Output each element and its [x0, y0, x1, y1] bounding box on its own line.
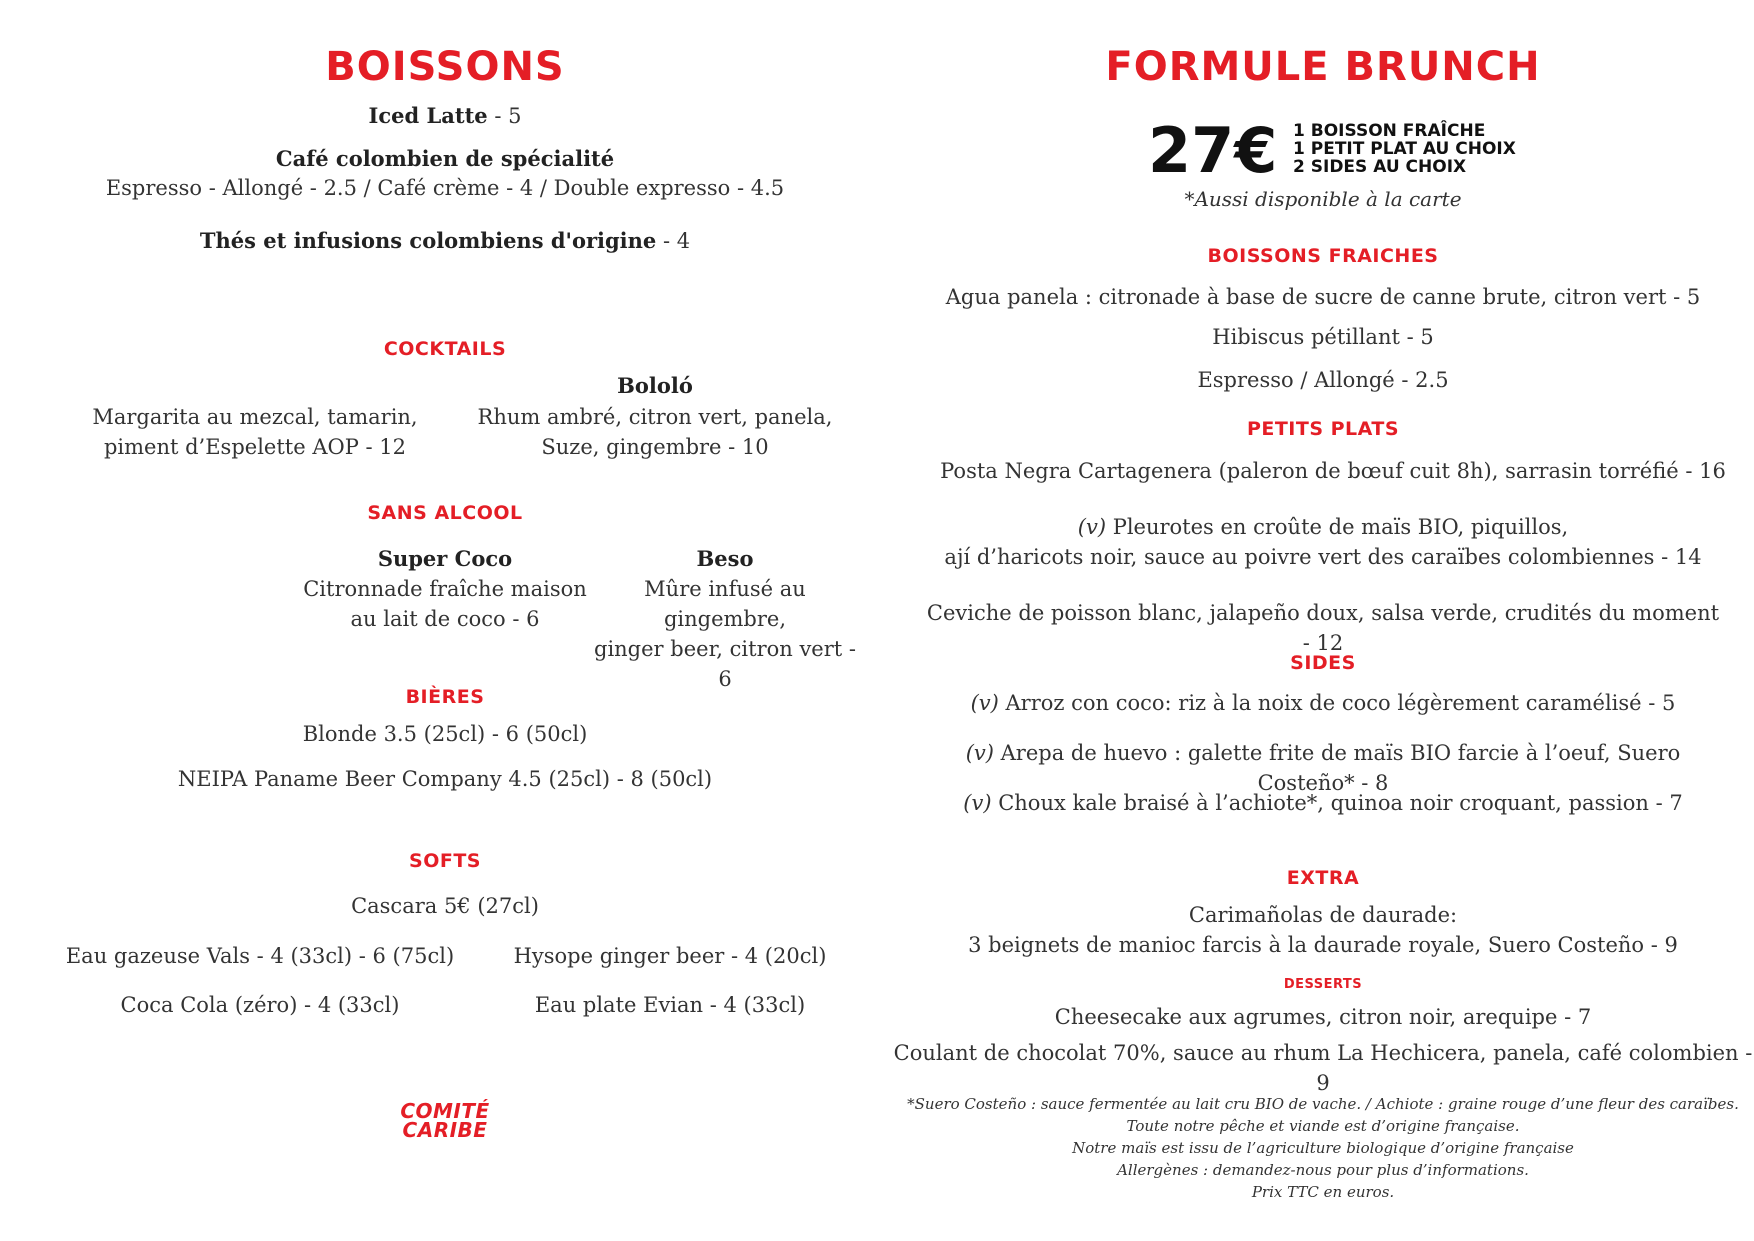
cafe-name: Café colombien de spécialité	[275, 146, 615, 171]
include-boisson: 1 BOISSON FRAÎCHE	[1293, 121, 1486, 141]
beso-line1: Mûre infusé au gingembre,	[644, 577, 806, 631]
aussi-disponible: *Aussi disponible à la carte	[1184, 187, 1462, 211]
vegetarian-mark: (v)	[970, 691, 999, 715]
bololo-name: Bololó	[617, 373, 693, 398]
posta-negra-item: Posta Negra Cartagenera (paleron de bœuf cuit 8h), sarrasin torréfié - 16	[940, 459, 1726, 483]
extra-title: EXTRA	[1286, 867, 1360, 889]
extra-line2: 3 beignets de manioc farcis à la daurade royale, Suero Costeño - 9	[968, 933, 1678, 957]
vegetarian-mark: (v)	[1077, 515, 1107, 539]
agua-panela-item: Agua panela : citronade à base de sucre de canne brute, citron vert - 5	[945, 285, 1701, 309]
evian-item: Eau plate Evian - 4 (33cl)	[534, 993, 806, 1017]
cascara-item: Cascara 5€ (27cl)	[351, 894, 539, 918]
coca-item: Coca Cola (zéro) - 4 (33cl)	[120, 993, 400, 1017]
beso-item	[585, 544, 865, 694]
espresso-item: Espresso / Allongé - 2.5	[1197, 368, 1449, 392]
sides-title: SIDES	[1290, 652, 1356, 674]
footnote-peche: Toute notre pêche et viande est d’origine française.	[1126, 1117, 1520, 1135]
coulant-item: Coulant de chocolat 70%, sauce au rhum La Hechicera, panela, café colombien - 9	[893, 1041, 1753, 1095]
super-coco-line2: au lait de coco - 6	[350, 607, 540, 631]
extra-item	[923, 900, 1723, 960]
super-coco-name: Super Coco	[377, 546, 513, 571]
hysope-item: Hysope ginger beer - 4 (20cl)	[513, 944, 827, 968]
pleurotes-text: Pleurotes en croûte de maïs BIO, piquillos,	[1106, 515, 1569, 539]
margarita-line2: piment d’Espelette AOP - 12	[103, 435, 407, 459]
side-arepa-text: Arepa de huevo : galette frite de maïs BIO farcie à l’oeuf, Suero Costeño* - 8	[993, 741, 1681, 795]
pleurotes-line2: ají d’haricots noir, sauce au poivre vert des caraïbes colombiennes - 14	[944, 545, 1702, 569]
formule-brunch-title: FORMULE BRUNCH	[1105, 44, 1541, 90]
vegetarian-mark: (v)	[963, 791, 992, 815]
footnotes	[893, 1093, 1753, 1203]
thes-item	[145, 226, 745, 256]
desserts-title: DESSERTS	[1283, 977, 1363, 992]
extra-line1: Carimañolas de daurade:	[1188, 903, 1458, 927]
logo-line1: COMITÉ	[400, 1099, 490, 1123]
super-coco-item	[300, 544, 590, 634]
side-arroz-text: Arroz con coco: riz à la noix de coco légèrement caramélisé - 5	[998, 691, 1676, 715]
iced-latte-price: - 5	[487, 104, 522, 128]
brunch-includes	[1293, 122, 1593, 176]
vals-item: Eau gazeuse Vals - 4 (33cl) - 6 (75cl)	[65, 944, 455, 968]
logo-line2: CARIBE	[402, 1118, 488, 1142]
hibiscus-item: Hibiscus pétillant - 5	[1212, 325, 1434, 349]
beso-line2: ginger beer, citron vert - 6	[594, 637, 856, 691]
bololo-line2: Suze, gingembre - 10	[541, 435, 769, 459]
beso-name: Beso	[696, 546, 754, 571]
brunch-price: 27€	[1148, 114, 1278, 187]
iced-latte-item	[145, 101, 745, 131]
bieres-title: BIÈRES	[405, 686, 485, 708]
comite-caribe-logo	[380, 1099, 510, 1142]
thes-name: Thés et infusions colombiens d'origine	[199, 228, 657, 253]
super-coco-line1: Citronnade fraîche maison	[303, 577, 587, 601]
neipa-item: NEIPA Paname Beer Company 4.5 (25cl) - 8 (50cl)	[177, 767, 713, 791]
side-choux-text: Choux kale braisé à l’achiote*, quinoa noir croquant, passion - 7	[991, 791, 1683, 815]
side-choux	[923, 788, 1723, 818]
cafe-prices: Espresso - Allongé - 2.5 / Café crème - 4 / Double expresso - 4.5	[105, 176, 785, 200]
footnote-allergenes: Allergènes : demandez-nous pour plus d’informations.	[1117, 1161, 1529, 1179]
boissons-title: BOISSONS	[325, 44, 565, 90]
bololo-desc	[455, 402, 855, 462]
bololo-line1: Rhum ambré, citron vert, panela,	[477, 405, 833, 429]
margarita-line1: Margarita au mezcal, tamarin,	[92, 405, 418, 429]
softs-title: SOFTS	[409, 850, 481, 872]
blonde-item: Blonde 3.5 (25cl) - 6 (50cl)	[302, 722, 588, 746]
petits-plats-title: PETITS PLATS	[1246, 418, 1400, 440]
vegetarian-mark: (v)	[965, 741, 994, 765]
cheesecake-item: Cheesecake aux agrumes, citron noir, arequipe - 7	[1054, 1005, 1592, 1029]
cocktails-title: COCKTAILS	[383, 338, 507, 360]
margarita-desc	[80, 402, 430, 462]
boissons-fraiches-title: BOISSONS FRAICHES	[1207, 245, 1439, 267]
footnote-mais: Notre maïs est issu de l’agriculture biologique d’origine française	[1072, 1139, 1574, 1157]
side-arroz	[923, 688, 1723, 718]
pleurotes-line1	[923, 512, 1723, 542]
thes-price: - 4	[656, 229, 691, 253]
ceviche-item: Ceviche de poisson blanc, jalapeño doux, salsa verde, crudités du moment - 12	[926, 601, 1720, 655]
sans-alcool-title: SANS ALCOOL	[367, 502, 523, 524]
footnote-prix: Prix TTC en euros.	[1251, 1183, 1395, 1201]
include-plat: 1 PETIT PLAT AU CHOIX	[1293, 139, 1516, 159]
include-sides: 2 SIDES AU CHOIX	[1293, 157, 1467, 177]
footnote-suero: *Suero Costeño : sauce fermentée au lait cru BIO de vache. / Achiote : graine rouge d’une fleur des caraïbes.	[907, 1095, 1739, 1113]
iced-latte-name: Iced Latte	[368, 103, 488, 128]
